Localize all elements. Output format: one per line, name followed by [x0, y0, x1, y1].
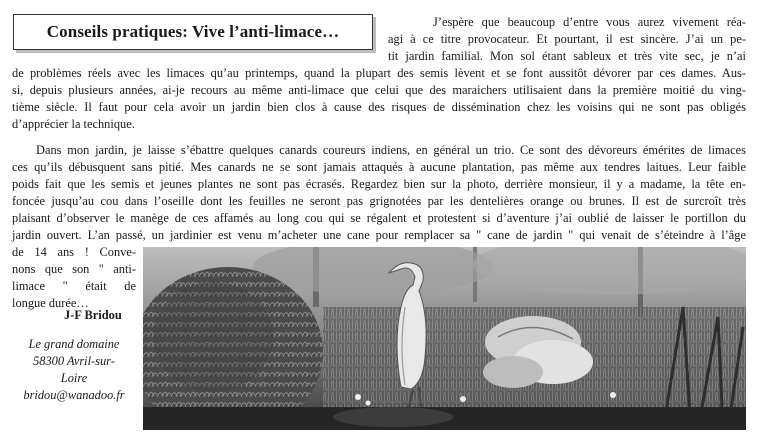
address-line-3: Loire: [60, 371, 88, 385]
paragraph1-line-7: d’apprécier la technique.: [12, 117, 135, 131]
address-line-2: 58300 Avril-sur-: [33, 354, 115, 368]
address-line-1: Le grand domaine: [28, 337, 120, 351]
paragraph1-line-3: tit jardin familial. Mon sol étant sableux et très vite sec, je n’ai: [388, 49, 746, 63]
article-title: Conseils pratiques: Vive l’anti-limace…: [46, 22, 340, 41]
paragraph1-line-4: de problèmes réels avec les limaces qu’au printemps, quand la plupart des semis lèvent et se font aussitôt dévorer par ces dames. Aus-: [12, 66, 746, 80]
side-text-line-3: limace " était de: [12, 279, 136, 293]
paragraph1-line-2: agi à ce titre provocateur. Et pourtant, il est sincère. J’ai un pe-: [388, 32, 746, 46]
paragraph1-line-6: tième siècle. Il faut pour cela avoir un jardin bien clos à cause des risques de dissémination chez les voisins qui ne sont pas obligés: [12, 100, 746, 114]
paragraph2-line-2: ces qu’ils débusquent sans pitié. Mes canards ne se sont jamais attaqués à aucune plantation, pas même aux tendres laitues. Leur faible: [12, 160, 746, 174]
paragraph2-line-1: Dans mon jardin, je laisse s’ébattre quelques canards coureurs indiens, en général un trio. Ce sont des dévoreurs émérites de limaces: [36, 143, 746, 157]
article-title-box: [13, 14, 373, 50]
garden-duck-photo: [143, 247, 746, 430]
paragraph1-line-1: J’espère que beaucoup d’entre vous aurez vivement réa-: [433, 15, 746, 29]
side-text-line-1: de 14 ans ! Conve-: [12, 245, 136, 259]
paragraph2-line-6: jardin ouvert. L’an passé, un jardinier est venu m’acheter une cane pour remplacer sa " cane de jardin " qui venait de s’éteindre à l’âge: [12, 228, 746, 242]
side-text-line-4: longue durée…: [12, 296, 89, 310]
author-email: bridou@wanadoo.fr: [23, 388, 125, 402]
paragraph2-line-5: plaisant d’observer le manège de ces affamés au long cou qui se régalent et protestent si d’aventure j’ai oublié de laisser le portillon du: [12, 211, 746, 225]
paragraph2-line-4: foncée jusqu’au cou dans l’oseille dont les feuilles ne seront pas grignotées par les dentelières orange ou brunes. Il est de surcroît très: [12, 194, 746, 208]
paragraph1-line-5: si, depuis plusieurs années, ai-je recours au même anti-limace que celui que des maraichers utilisaient dans la première moitié du ving-: [12, 83, 746, 97]
paragraph2-line-3: poids fait que les semis et jeunes plantes ne sont pas écrasés. Regardez bien sur la photo, derrière monsieur, il y a madame, la tête en-: [12, 177, 746, 191]
author-name: J-F Bridou: [64, 308, 122, 322]
side-text-line-2: nons que son " anti-: [12, 262, 136, 276]
